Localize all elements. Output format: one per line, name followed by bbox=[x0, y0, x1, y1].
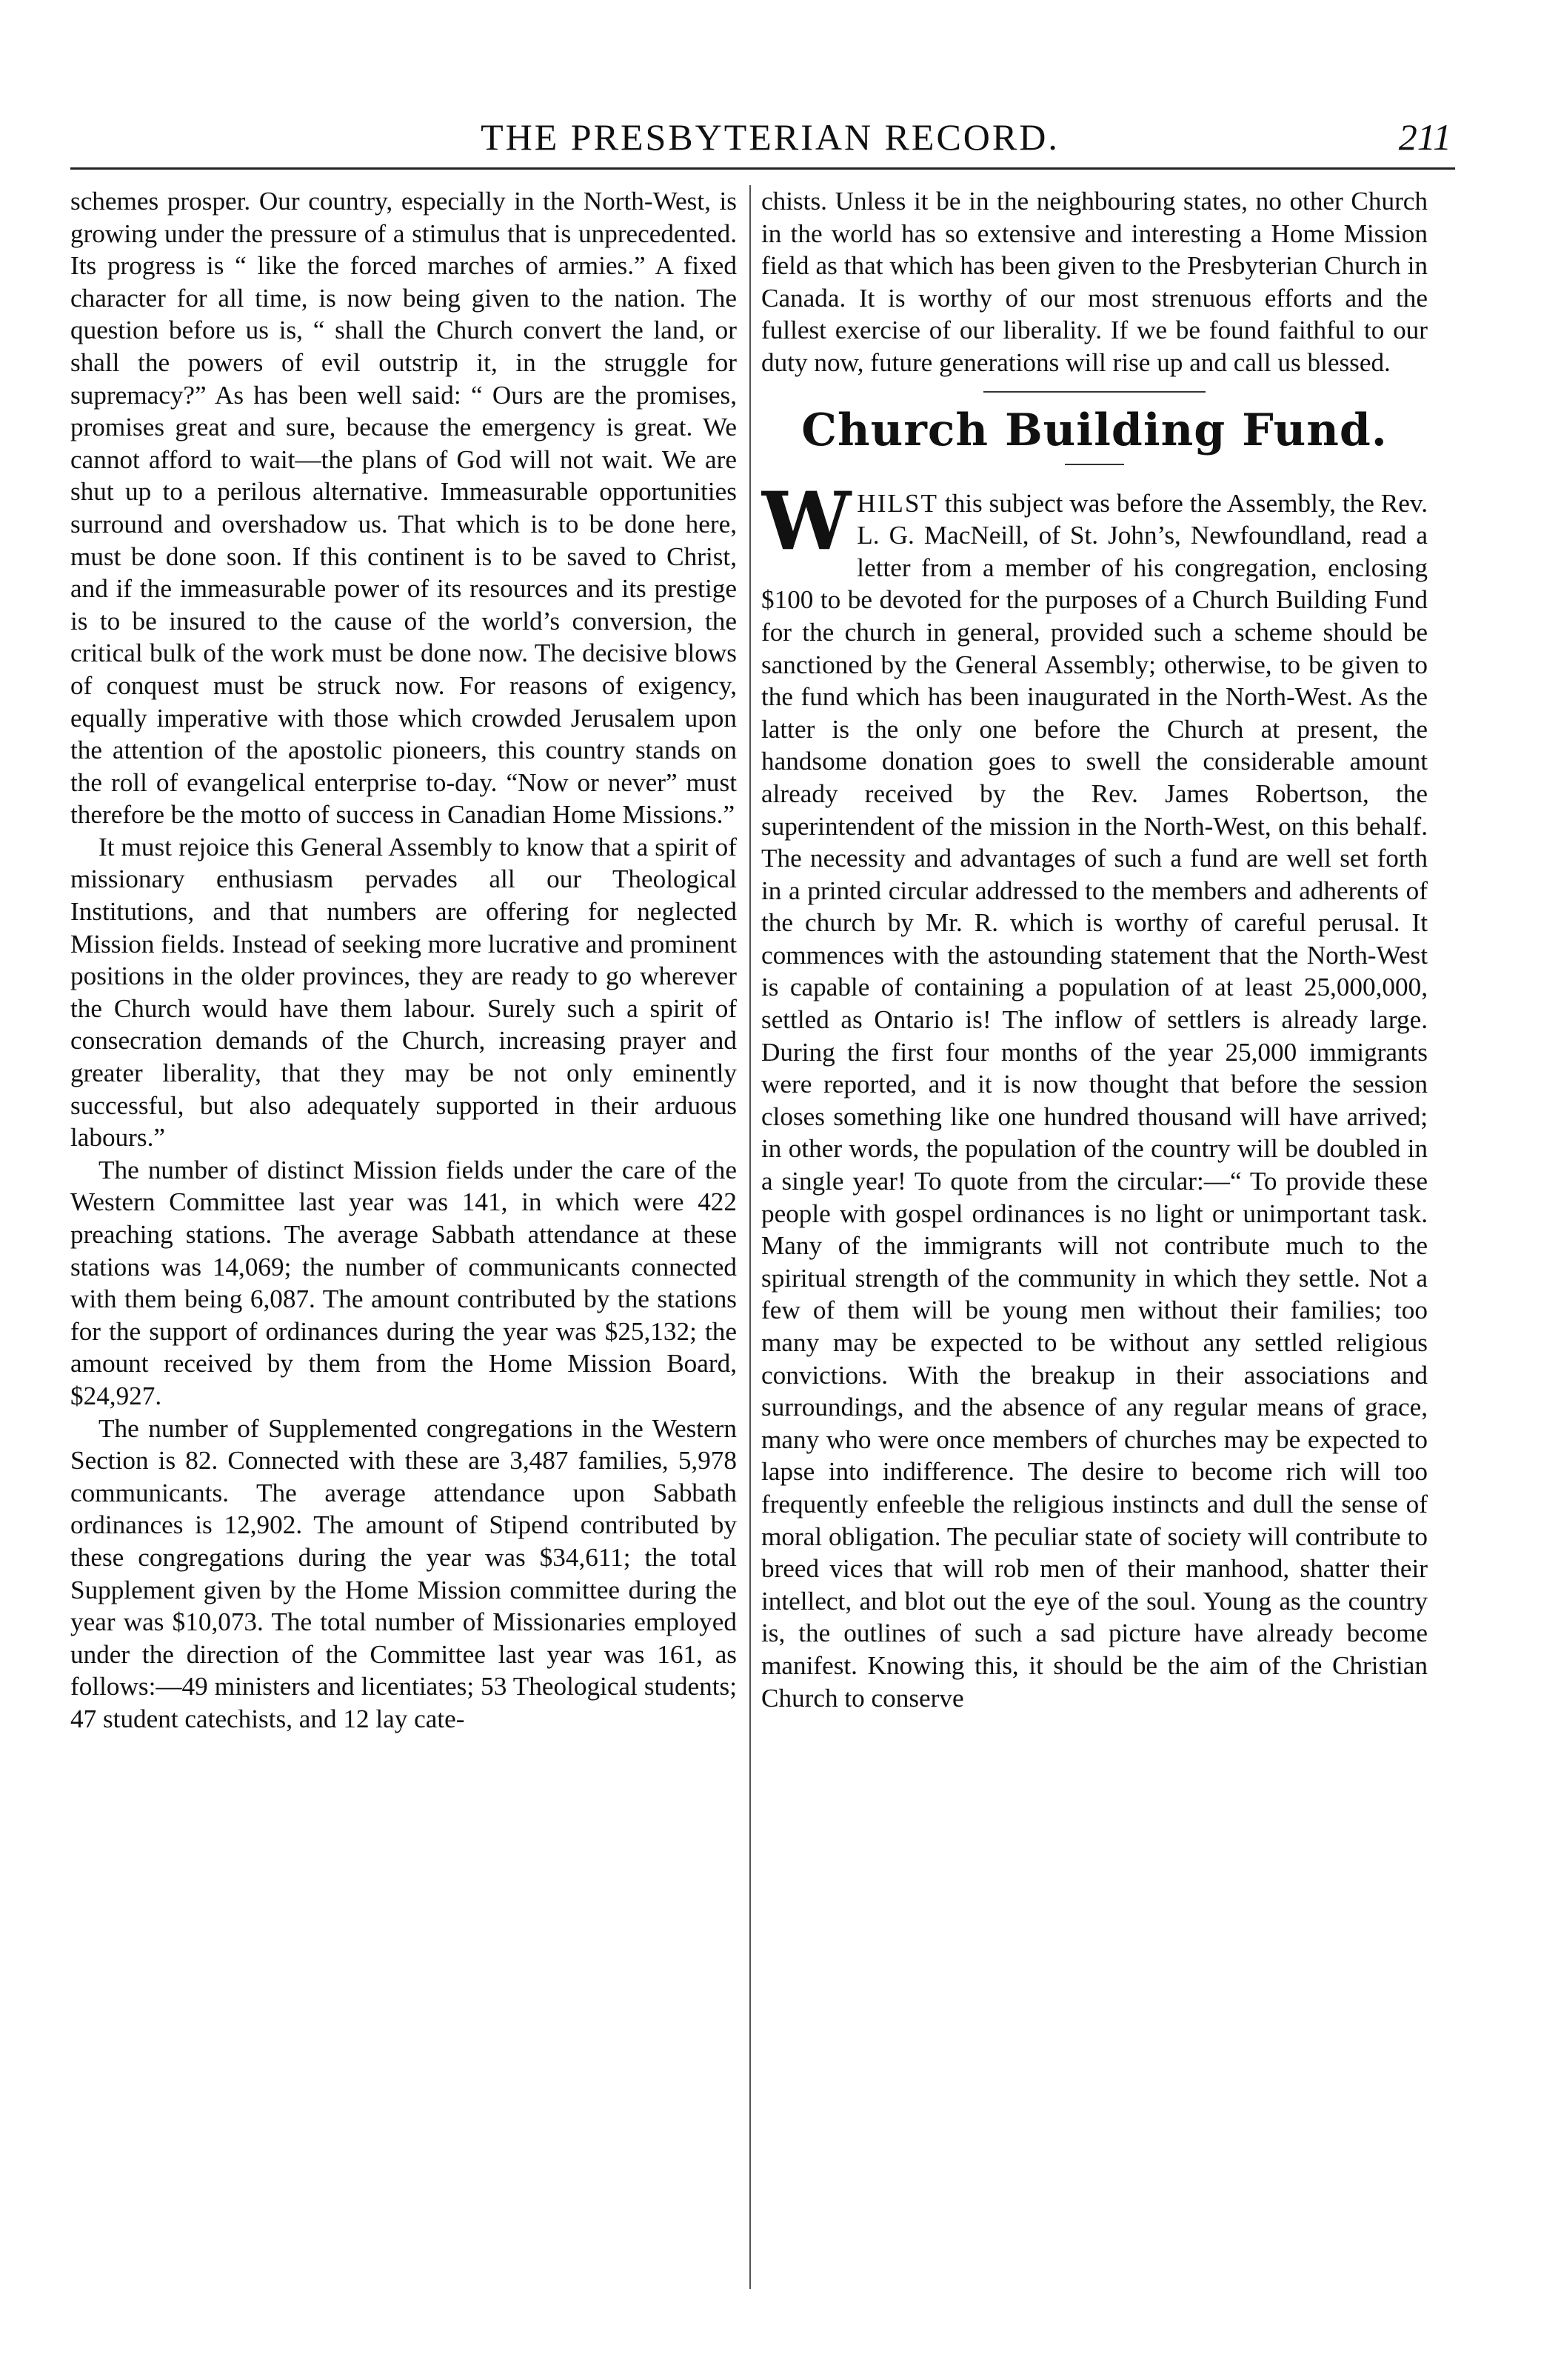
right-paragraph-2-text: this subject was before the Assembly, the Rev. L. G. MacNeill, of St. John’s, Newfoundland, read a letter from a member of his congregation, enclosing $100 to be devoted for the purposes of a Church Building Fund for the church in general, provided such a scheme should be sanctioned by the General Assembly; otherwise, to be given to the fund which has been inaugurated in the North-West. As the latter is the only one before the Church at present, the handsome donation goes to swell the considerable amount already received by the Rev. James Robertson, the superintendent of the mission in the North-West, on this behalf. The necessity and advantages of such a fund are well set forth in a printed circular addressed to the members and adherents of the church by Mr. R. which is worthy of careful perusal. It commences with the astounding statement that the North-West is capable of containing a population of at least 25,000,000, settled as Ontario is! The inflow of settlers is already large. During the first four months of the year 25,000 immigrants were reported, and it is now thought that before the session closes something like one hundred thousand will have arrived; in other words, the population of the country will be doubled in a single year! To quote from the circular:—“ To provide these people with gospel ordinances is no light or unimportant task. Many of the immigrants will not contribute much to the spiritual strength of the community in which they settle. Not a few of them will be young men without their families; too many may be expected to be without any settled religious convictions. With the breakup in their associations and surroundings, and the absence of any regular means of grace, many who were once members of churches may be expected to lapse into indifference. The desire to become rich will too frequently enfeeble the religious instincts and dull the sense of moral obligation. The peculiar state of society will contribute to breed vices that will rob men of their manhood, shatter their intellect, and blot out the eye of the soul. Young as the country is, the outlines of such a sad picture have already become manifest. Knowing this, it should be the aim of the Christian Church to conserve bbox=[761, 488, 1428, 1713]
left-column bbox=[70, 185, 737, 2296]
right-paragraph-1: chists. Unless it be in the neighbouring states, no other Church in the world has so extensive and interesting a Home Mission field as that which has been given to the Presbyterian Church in Canada. It is worthy of our most strenuous efforts and the fullest exercise of our liberality. If we be found faithful to our duty now, future generations will rise up and call us blessed. bbox=[761, 187, 1428, 377]
section-rule bbox=[983, 391, 1206, 393]
opening-words: HILST bbox=[857, 488, 938, 518]
column-divider bbox=[749, 185, 751, 2289]
page-number: 211 bbox=[1398, 116, 1451, 158]
left-paragraph-1: schemes prosper. Our country, especially in the North-West, is growing under the pressure of a stimulus that is unprecedented. Its progress is “ like the forced marches of armies.” A fixed character for all time, is now being given to the nation. The question before us is, “ shall the Church convert the land, or shall the powers of evil outstrip it, in the struggle for supremacy?” As has been well said: “ Ours are the promises, promises great and sure, because the emergency is great. We cannot afford to wait—the plans of God will not wait. We are shut up to a perilous alternative. Immeasurable opportunities surround and overshadow us. That which is to be done here, must be done soon. If this continent is to be saved to Christ, and if the immeasurable power of its resources and its prestige is to be insured to the cause of the world’s conversion, the critical bulk of the work must be done now. The decisive blows of conquest must be struck now. For reasons of exigency, equally imperative with those which crowded Jerusalem upon the attention of the apostolic pioneers, this country stands on the roll of evangelical enterprise to-day. “Now or never” must therefore be the motto of success in Canadian Home Missions.” bbox=[70, 187, 737, 830]
left-paragraph-2: It must rejoice this General Assembly to know that a spirit of missionary enthusiasm pervades all our Theological Institutions, and that numbers are offering for neglected Mission fields. Instead of seeking more lucrative and prominent positions in the older provinces, they are ready to go wherever the Church would have them labour. Surely such a spirit of consecration demands of the Church, increasing prayer and greater liberality, that they may be not only eminently successful, but also adequately supported in their arduous labours.” bbox=[70, 832, 737, 1153]
left-paragraph-4: The number of Supplemented congregations in the Western Section is 82. Connected with these are 3,487 families, 5,978 communicants. The average attendance upon Sabbath ordinances is 12,902. The amount of Stipend contributed by these congregations during the year was $34,611; the total Supplement given by the Home Mission committee during the year was $10,073. The total number of Missionaries employed under the direction of the Committee last year was 161, as follows:—49 ministers and licentiates; 53 Theological students; 47 student catechists, and 12 lay cate- bbox=[70, 1413, 737, 1733]
header-rule bbox=[70, 167, 1455, 170]
drop-cap: W bbox=[761, 474, 852, 568]
section-heading: Church Building Fund. bbox=[801, 404, 1388, 456]
running-title: THE PRESBYTERIAN RECORD. bbox=[481, 116, 1060, 158]
left-paragraph-3: The number of distinct Mission fields under the care of the Western Committee last year was 141, in which were 422 preaching stations. The average Sabbath attendance at these stations was 14,069; the number of communicants connected with them being 6,087. The amount contributed by the stations for the support of ordinances during the year was $25,132; the amount received by them from the Home Mission Board, $24,927. bbox=[70, 1155, 737, 1410]
right-paragraph-2 bbox=[761, 474, 1428, 1715]
right-column bbox=[761, 185, 1428, 2296]
page-header bbox=[89, 111, 1451, 163]
heading-rule bbox=[1065, 464, 1124, 465]
